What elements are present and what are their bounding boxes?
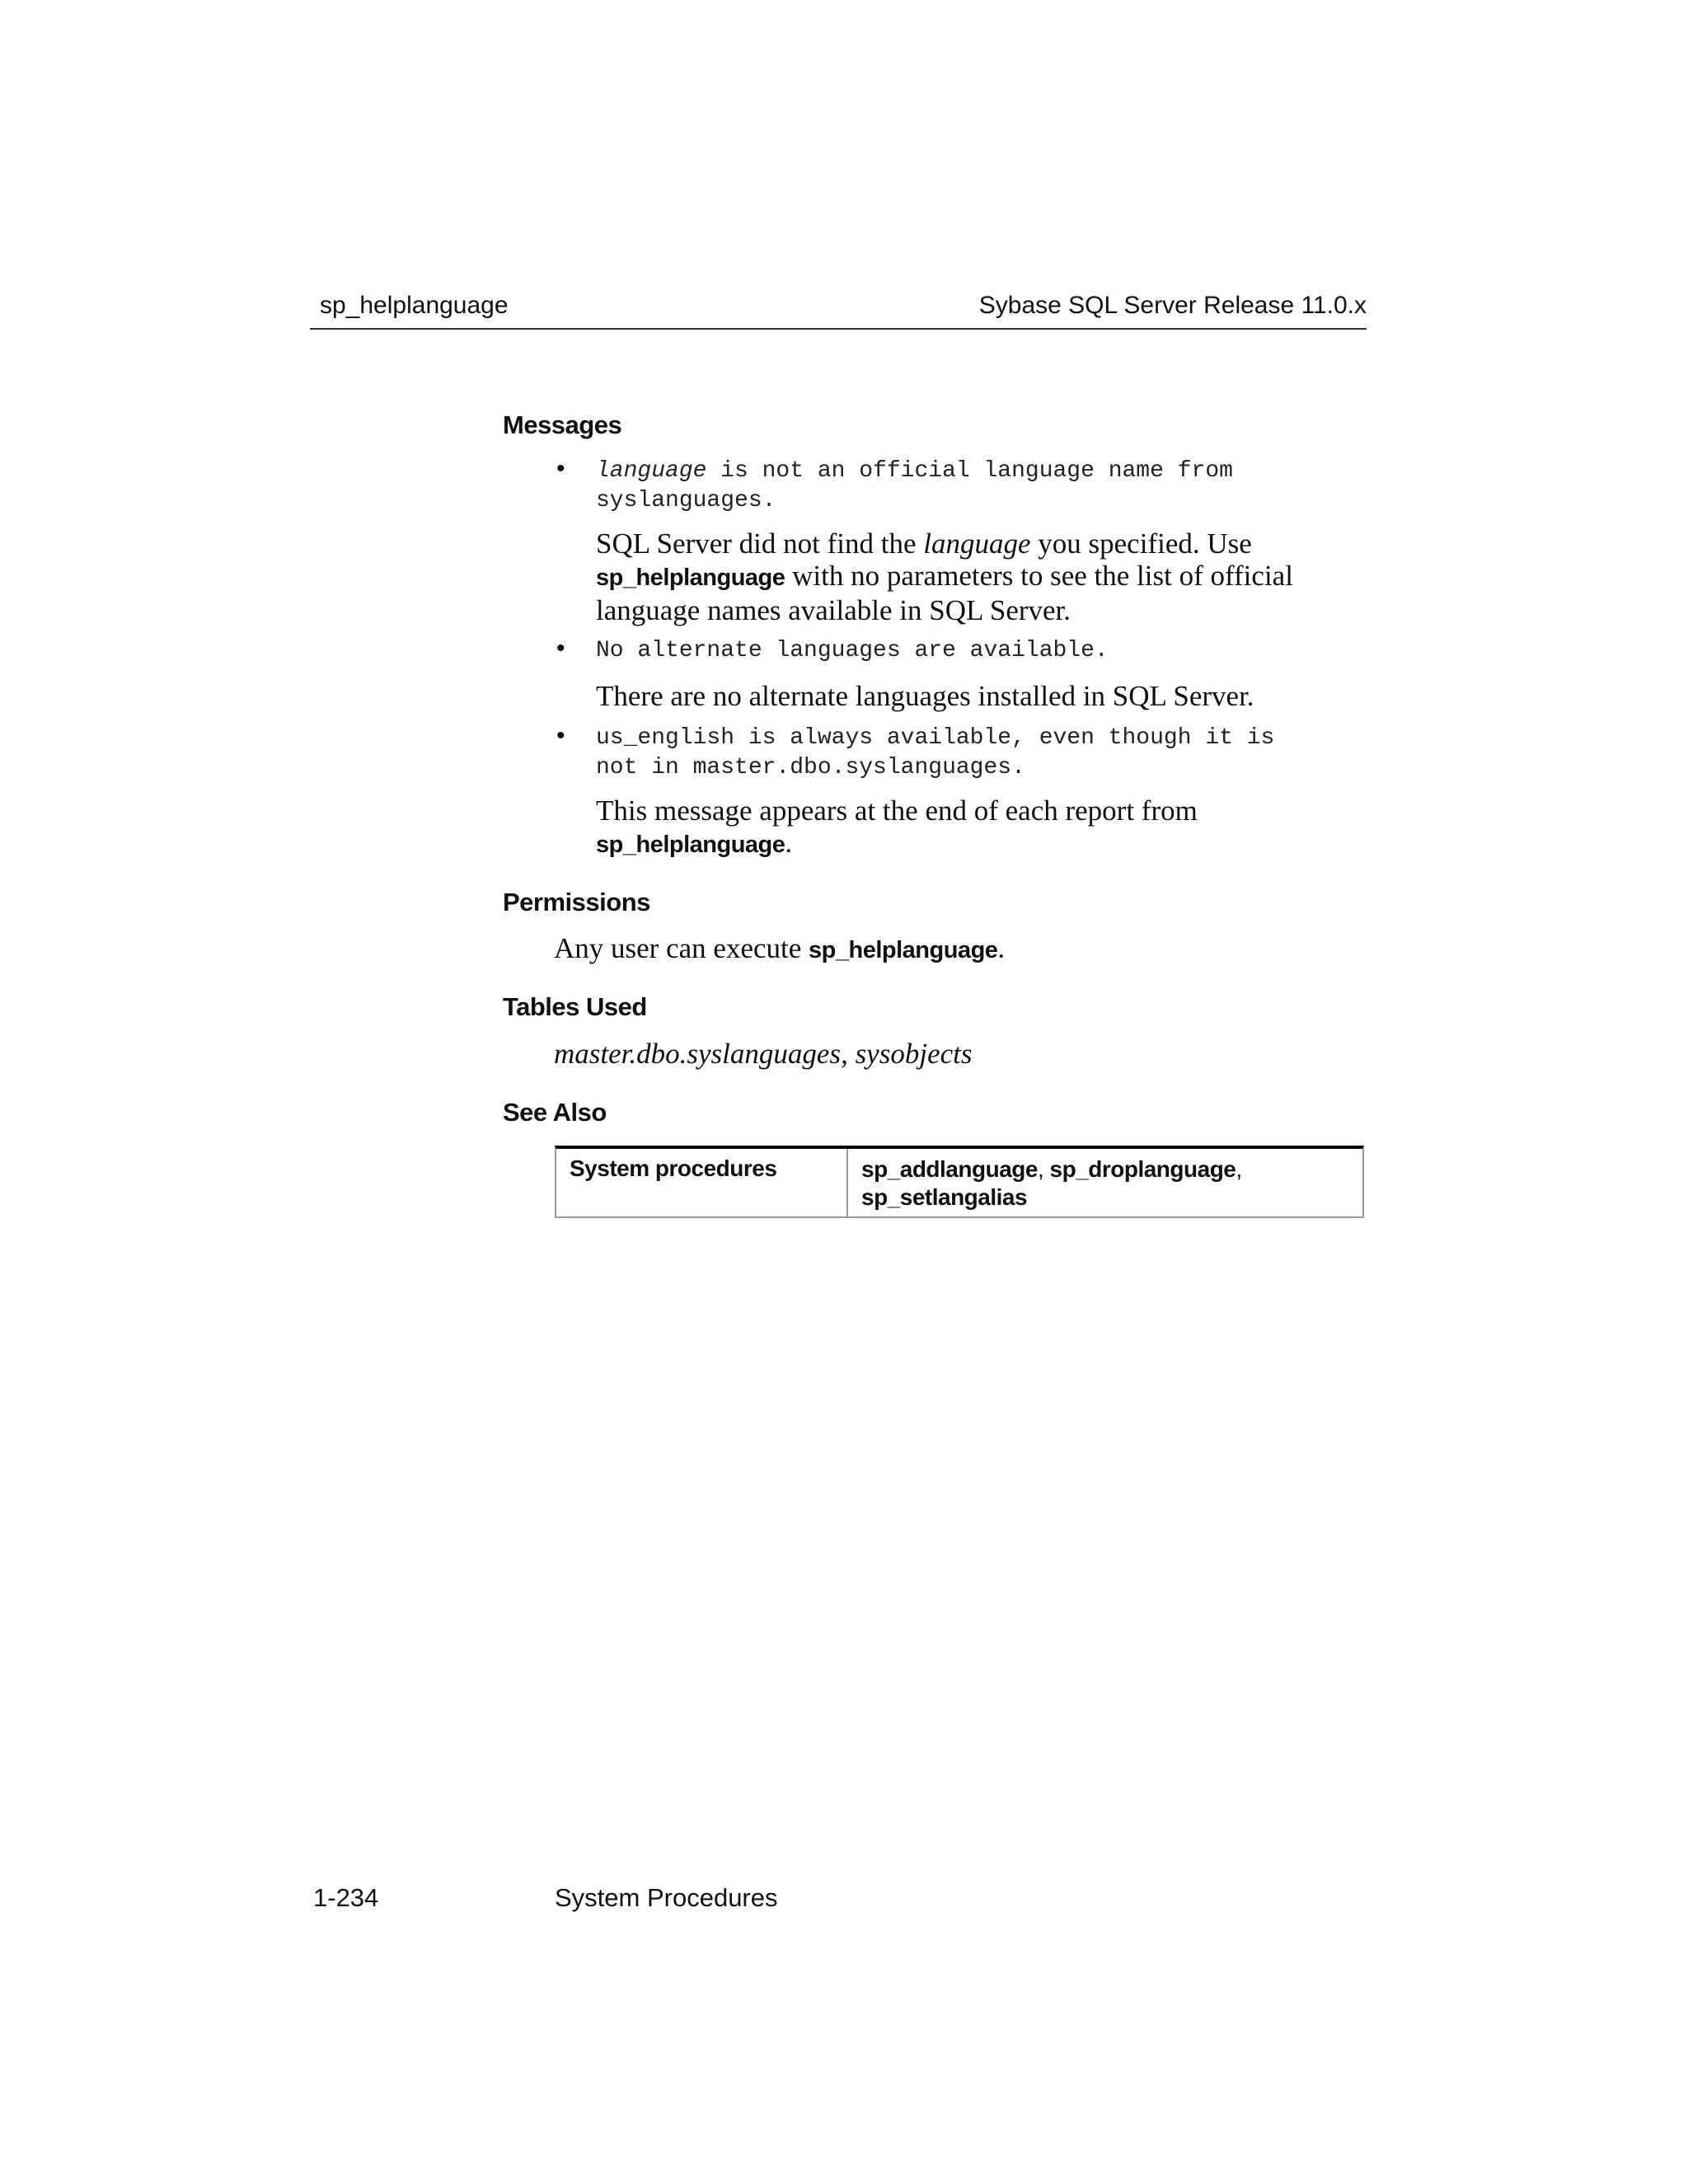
header-rule [310, 328, 1367, 330]
page-number: 1-234 [313, 1883, 379, 1912]
footer-title: System Procedures [555, 1883, 778, 1912]
permissions-text: Any user can execute sp_helplanguage. [554, 932, 1006, 964]
message-desc-2: There are no alternate languages installed in SQL Server. [596, 680, 1254, 712]
messages-heading: Messages [503, 410, 622, 439]
running-header-right: Sybase SQL Server Release 11.0.x [978, 292, 1367, 319]
see-also-table [555, 1146, 1364, 1218]
tables-used-heading: Tables Used [503, 992, 647, 1021]
table-row-label: System procedures [570, 1155, 777, 1181]
bullet-icon: • [556, 635, 565, 662]
table-cell-procedures: sp_addlanguage, sp_droplanguage, sp_setlangalias [861, 1156, 1242, 1210]
table-column-divider [846, 1149, 848, 1216]
message-code-3: us_english is always available, even though it is not in master.dbo.syslanguages. [596, 725, 1275, 780]
message-code-2: No alternate languages are available. [596, 638, 1109, 663]
see-also-heading: See Also [503, 1098, 607, 1127]
bullet-icon: • [556, 455, 565, 482]
tables-used-text: master.dbo.syslanguages, sysobjects [554, 1038, 973, 1070]
message-desc-1: SQL Server did not find the language you specified. Use sp_helplanguage with no parameters to see the list of official language names available in SQL Server. [596, 527, 1293, 626]
running-header-left: sp_helplanguage [320, 292, 509, 319]
message-desc-3: This message appears at the end of each report from sp_helplanguage. [596, 794, 1198, 859]
message-code-1: language is not an official language name from syslanguages. [596, 458, 1233, 513]
code-param: language [596, 458, 707, 484]
permissions-heading: Permissions [503, 888, 650, 916]
bullet-icon: • [556, 722, 565, 749]
